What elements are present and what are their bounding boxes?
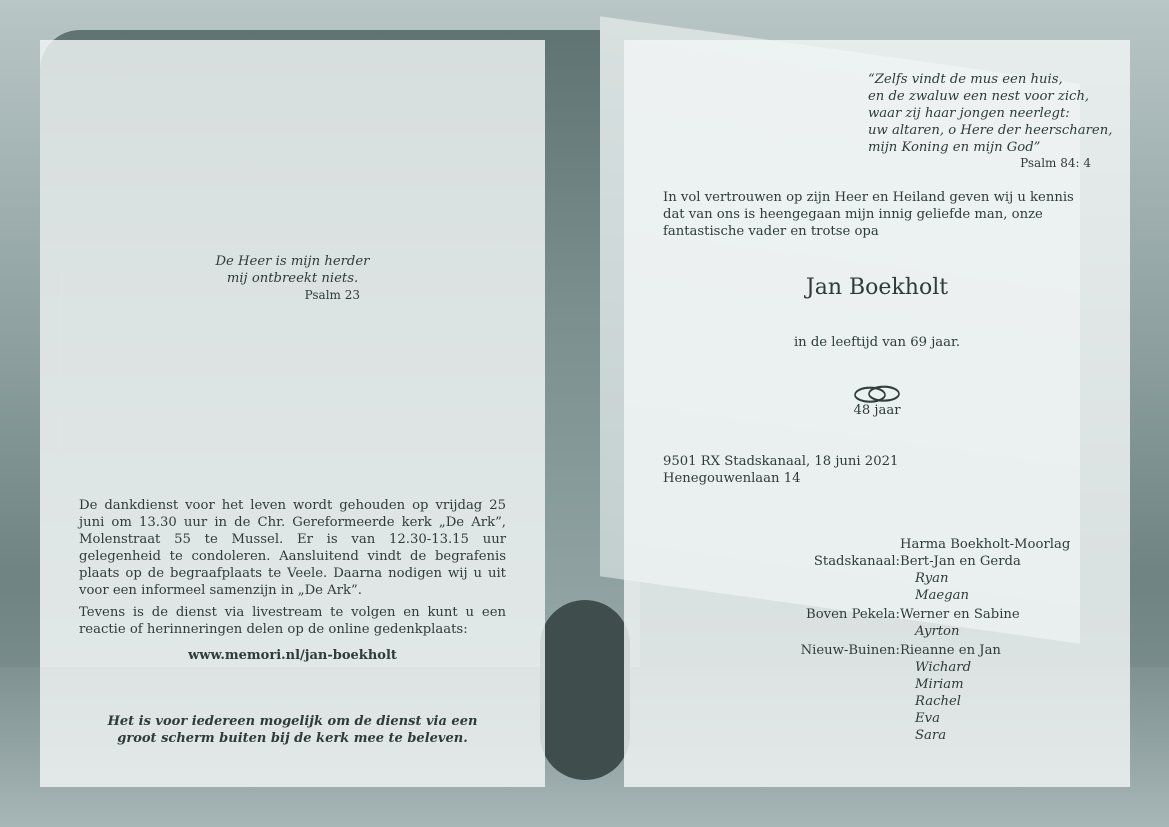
left-verse-line: De Heer is mijn herder [215, 254, 370, 269]
screen-note-line: Het is voor iedereen mogelijk om de dienst via een [107, 714, 478, 729]
family-child-row [774, 659, 1070, 676]
screen-note [40, 713, 545, 747]
family-child-row [774, 693, 1070, 710]
right-verse-line: uw altaren, o Here der heerscharen, [868, 123, 1113, 138]
family-place: Nieuw-Buinen: [800, 643, 900, 658]
left-verse [40, 253, 545, 304]
family-spouse-row [774, 536, 1070, 553]
right-verse [868, 71, 1112, 156]
family-place: Stadskanaal: [813, 554, 900, 569]
right-verse-reference: Psalm 84: 4 [1020, 156, 1091, 170]
right-panel [624, 40, 1130, 787]
family-child-row [774, 623, 1070, 640]
family-child-row [774, 587, 1070, 604]
deceased-name: Jan Boekholt [805, 275, 949, 300]
family-child-row [774, 676, 1070, 693]
family-group-row [774, 606, 1070, 623]
grandchild-name: Sara [915, 728, 947, 743]
grandchild-name: Miriam [915, 677, 964, 692]
age-text: in de leeftijd van 69 jaar. [793, 335, 961, 350]
screen-note-line: groot scherm buiten bij de kerk mee te beleven. [117, 731, 468, 746]
left-verse-reference: Psalm 23 [304, 288, 360, 302]
service-paragraph: De dankdienst voor het leven wordt gehouden op vrijdag 25 juni om 13.30 uur in de Chr. Gereformeerde kerk „De Ark”, Molenstraat 55 te Mussel. Er is van 12.30-13.15 uur gelegenheid te condoleren. Aansluitend vindt de begrafenis plaats op de begraafplaats te Veele. Daarna nodigen wij u uit voor een informeel samenzijn in „De Ark”. [79, 498, 506, 598]
family-names: Rieanne en Jan [900, 643, 1001, 658]
livestream-paragraph: Tevens is de dienst via livestream te volgen en kunt u een reactie of herinneringen delen op de online gedenkplaats: [79, 605, 506, 637]
grandchild-name: Ayrton [915, 624, 960, 639]
family-group-row [774, 553, 1070, 570]
address-line: 9501 RX Stadskanaal, 18 juni 2021 [663, 454, 899, 469]
announcement-intro: In vol vertrouwen op zijn Heer en Heiland geven wij u kennis dat van ons is heengegaan mijn innig geliefde man, onze fantastische vader en trotse opa [663, 190, 1074, 239]
right-verse-line: waar zij haar jongen neerlegt: [868, 106, 1070, 121]
married-years: 48 jaar [853, 403, 901, 418]
right-verse-line: “Zelfs vindt de mus een huis, [868, 72, 1063, 87]
address-block [663, 453, 898, 487]
right-verse-line: mijn Koning en mijn God” [868, 140, 1041, 155]
memorial-url-link[interactable]: www.memori.nl/jan-boekholt [188, 648, 397, 663]
grandchild-name: Maegan [915, 588, 969, 603]
truck-wheel-shape [540, 600, 630, 780]
grandchild-name: Wichard [915, 660, 972, 675]
family-names: Werner en Sabine [900, 607, 1020, 622]
right-verse-line: en de zwaluw een nest voor zich, [868, 89, 1090, 104]
family-names: Bert-Jan en Gerda [900, 554, 1021, 569]
left-panel [40, 40, 545, 787]
left-verse-line: mij ontbreekt niets. [226, 271, 359, 286]
family-list [774, 536, 1070, 744]
grandchild-name: Eva [915, 711, 940, 726]
spouse-name: Harma Boekholt-Moorlag [900, 537, 1071, 552]
grandchild-name: Rachel [915, 694, 961, 709]
family-group-row [774, 642, 1070, 659]
family-child-row [774, 727, 1070, 744]
grandchild-name: Ryan [915, 571, 949, 586]
family-place: Boven Pekela: [806, 607, 900, 622]
family-child-row [774, 710, 1070, 727]
address-line: Henegouwenlaan 14 [663, 471, 801, 486]
family-child-row [774, 570, 1070, 587]
